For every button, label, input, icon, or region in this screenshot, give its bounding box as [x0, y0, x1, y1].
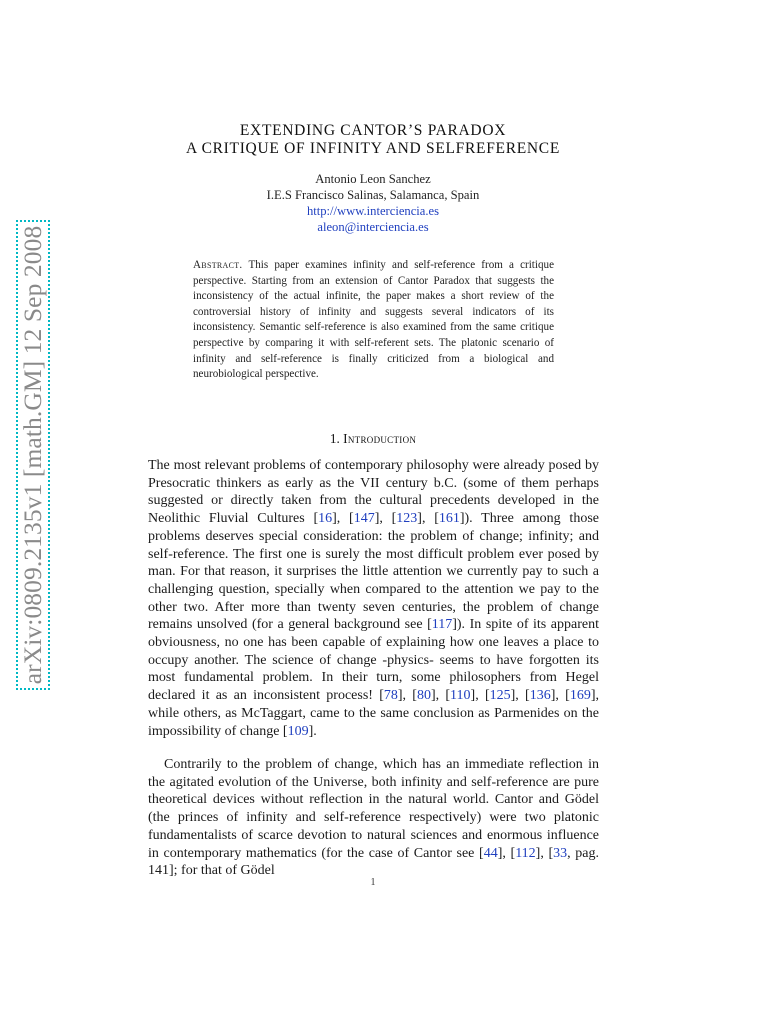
- citation-link[interactable]: 136: [529, 688, 551, 704]
- citation-link[interactable]: 147: [353, 511, 375, 527]
- citation-link[interactable]: 44: [483, 845, 498, 861]
- paper-title-line-1: EXTENDING CANTOR’S PARADOX: [239, 122, 507, 139]
- abstract-label: Abstract.: [193, 259, 243, 271]
- citation-link[interactable]: 117: [431, 617, 453, 633]
- paragraph-text: ], while others, as McTaggart, came to the same conclusion as Parmenides on the impossibility of change [: [148, 688, 599, 739]
- citation-link[interactable]: 169: [569, 688, 591, 704]
- author-name: Antonio Leon Sanchez: [315, 172, 431, 186]
- paragraph-text: ], [: [374, 511, 397, 527]
- paragraph-text: ], [: [470, 688, 490, 704]
- citation-link[interactable]: 78: [383, 688, 398, 704]
- citation-link[interactable]: 109: [287, 723, 309, 739]
- paragraph-text: ], [: [417, 511, 439, 527]
- paragraph-text: ], [: [497, 845, 516, 861]
- body-paragraph-2: [148, 756, 599, 880]
- paragraph-text: , pag. 141]; for that of Gödel: [148, 845, 600, 879]
- paragraph-text: ], [: [550, 688, 570, 704]
- citation-link[interactable]: 123: [396, 511, 418, 527]
- citation-link[interactable]: 16: [318, 511, 333, 527]
- paragraph-text: ], [: [535, 845, 554, 861]
- body-paragraph-1: [148, 457, 599, 740]
- paragraph-text: ].: [308, 723, 317, 739]
- paragraph-text: ], [: [430, 688, 451, 704]
- page-number: 1: [370, 877, 376, 888]
- author-url-link[interactable]: http://www.interciencia.es: [306, 204, 440, 218]
- arxiv-identifier: arXiv:0809.2135v1 [math.GM] 12 Sep 2008: [18, 225, 47, 685]
- citation-link[interactable]: 33: [553, 845, 568, 861]
- abstract-text: This paper examines infinity and self-reference from a critique perspective. Starting from an extension of Cantor Paradox that suggests the inconsistency of the actual infinite, the paper makes a short review of the controversial history of infinity and suggests several indicators of its inconsistency. Semantic self-reference is also examined from the same critique perspective by comparing it with self-referent sets. The platonic scenario of infinity and self-reference is finally criticized from a biological and neurobiological perspective.: [193, 259, 554, 381]
- citation-link[interactable]: 110: [450, 688, 471, 704]
- citation-link[interactable]: 80: [416, 688, 431, 704]
- paragraph-text: ]). In spite of its apparent obviousness, no one has been capable of explaining how one leaves a place to occupy another. The science of change -physics- seems to have forgotten its most fundamental problem. In their turn, some philosophers from Hegel declared it as an inconsistent process! [: [148, 617, 599, 704]
- paragraph-text: The most relevant problems of contemporary philosophy were already posed by Presocratic thinkers as early as the VII century b.C. (some of them perhaps suggested or directly taken from the cultural precedents developed in the Neolithic Fluvial Cultures [: [148, 458, 599, 527]
- citation-link[interactable]: 125: [489, 688, 511, 704]
- paragraph-text: ]). Three among those problems deserves special consideration: the problem of change; infinity; and self-reference. The first one is surely the most difficult problem ever posed by man. For that reason, it surprises the little attention we currently pay to such a challenging question, specially when compared to the attention we pay to the other two. After more than twenty seven centuries, the problem of change remains unsolved (for a general background see [: [148, 511, 599, 633]
- citation-link[interactable]: 161: [438, 511, 460, 527]
- section-title: Introduction: [343, 431, 417, 446]
- abstract: [193, 258, 554, 383]
- author-email-link[interactable]: aleon@interciencia.es: [317, 220, 429, 234]
- paper-title-line-2: A CRITIQUE OF INFINITY AND SELFREFERENCE: [185, 140, 561, 157]
- paragraph-text: ], [: [332, 511, 354, 527]
- paragraph-text: ], [: [397, 688, 417, 704]
- citation-link[interactable]: 112: [515, 845, 536, 861]
- paragraph-text: Contrarily to the problem of change, which has an immediate reflection in the agitated evolution of the Universe, both infinity and self-reference are pure theoretical devices without reflection in the natural world. Cantor and Gödel (the princes of infinity and self-reference respectively) were two platonic fundamentalists of scarce devotion to natural sciences and enormous influence in contemporary mathematics (for the case of Cantor see [: [148, 757, 599, 861]
- section-heading: [0, 431, 746, 447]
- author-affiliation: I.E.S Francisco Salinas, Salamanca, Spain: [266, 188, 480, 202]
- section-number: 1.: [329, 431, 340, 446]
- paragraph-text: ], [: [510, 688, 530, 704]
